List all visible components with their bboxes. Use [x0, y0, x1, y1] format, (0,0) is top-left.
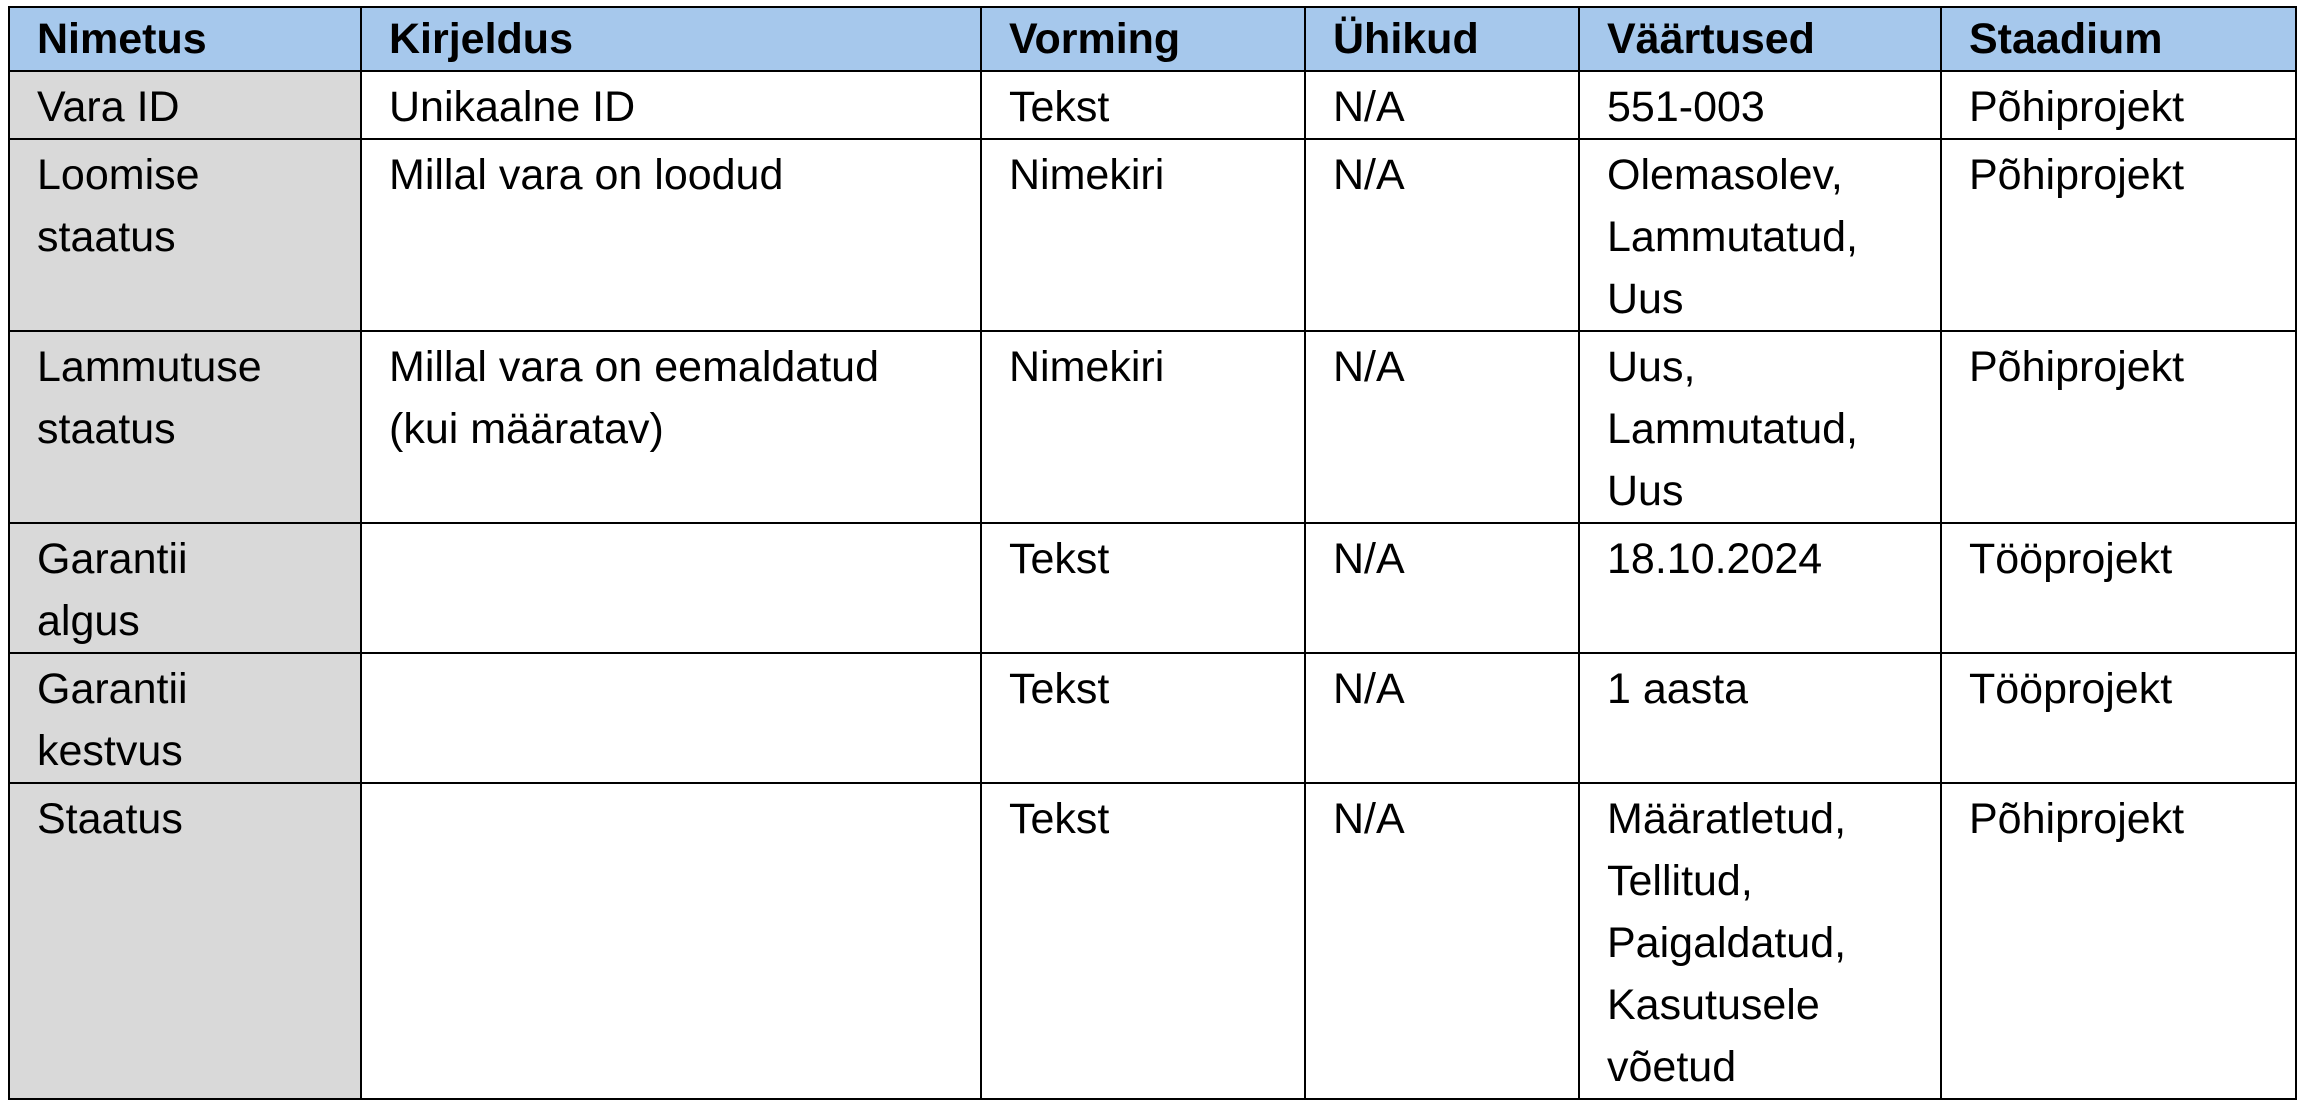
cell-name: Garantii algus [9, 523, 361, 653]
cell-stage: Põhiprojekt [1941, 71, 2296, 139]
cell-stage: Tööprojekt [1941, 653, 2296, 783]
cell-values: Olemasolev, Lammutatud, Uus [1579, 139, 1941, 331]
cell-values: Määratletud, Tellitud, Paigaldatud, Kasutusele võetud [1579, 783, 1941, 1099]
cell-description: Millal vara on loodud [361, 139, 981, 331]
cell-values: 18.10.2024 [1579, 523, 1941, 653]
header-vorming: Vorming [981, 7, 1305, 71]
header-kirjeldus: Kirjeldus [361, 7, 981, 71]
cell-values: Uus, Lammutatud, Uus [1579, 331, 1941, 523]
table-row [9, 139, 2296, 331]
cell-format: Nimekiri [981, 331, 1305, 523]
cell-format: Tekst [981, 71, 1305, 139]
table-row [9, 783, 2296, 1099]
cell-stage: Põhiprojekt [1941, 139, 2296, 331]
cell-name: Loomise staatus [9, 139, 361, 331]
attribute-table [8, 6, 2297, 1100]
header-row [9, 7, 2296, 71]
cell-values: 1 aasta [1579, 653, 1941, 783]
cell-description: Unikaalne ID [361, 71, 981, 139]
cell-units: N/A [1305, 71, 1579, 139]
cell-format: Tekst [981, 523, 1305, 653]
cell-name: Garantii kestvus [9, 653, 361, 783]
table-row [9, 71, 2296, 139]
cell-values: 551-003 [1579, 71, 1941, 139]
cell-units: N/A [1305, 783, 1579, 1099]
cell-name: Lammutuse staatus [9, 331, 361, 523]
cell-description [361, 783, 981, 1099]
cell-description [361, 653, 981, 783]
table-header [9, 7, 2296, 71]
cell-name: Staatus [9, 783, 361, 1099]
header-vaartused: Väärtused [1579, 7, 1941, 71]
cell-format: Tekst [981, 653, 1305, 783]
cell-units: N/A [1305, 523, 1579, 653]
cell-format: Tekst [981, 783, 1305, 1099]
cell-stage: Põhiprojekt [1941, 331, 2296, 523]
cell-name: Vara ID [9, 71, 361, 139]
cell-description: Millal vara on eemaldatud (kui määratav) [361, 331, 981, 523]
cell-units: N/A [1305, 331, 1579, 523]
table-row [9, 331, 2296, 523]
cell-units: N/A [1305, 653, 1579, 783]
header-uhikud: Ühikud [1305, 7, 1579, 71]
table-row [9, 653, 2296, 783]
cell-stage: Põhiprojekt [1941, 783, 2296, 1099]
cell-stage: Tööprojekt [1941, 523, 2296, 653]
cell-description [361, 523, 981, 653]
table-body [9, 71, 2296, 1099]
cell-units: N/A [1305, 139, 1579, 331]
header-nimetus: Nimetus [9, 7, 361, 71]
cell-format: Nimekiri [981, 139, 1305, 331]
table-row [9, 523, 2296, 653]
header-staadium: Staadium [1941, 7, 2296, 71]
